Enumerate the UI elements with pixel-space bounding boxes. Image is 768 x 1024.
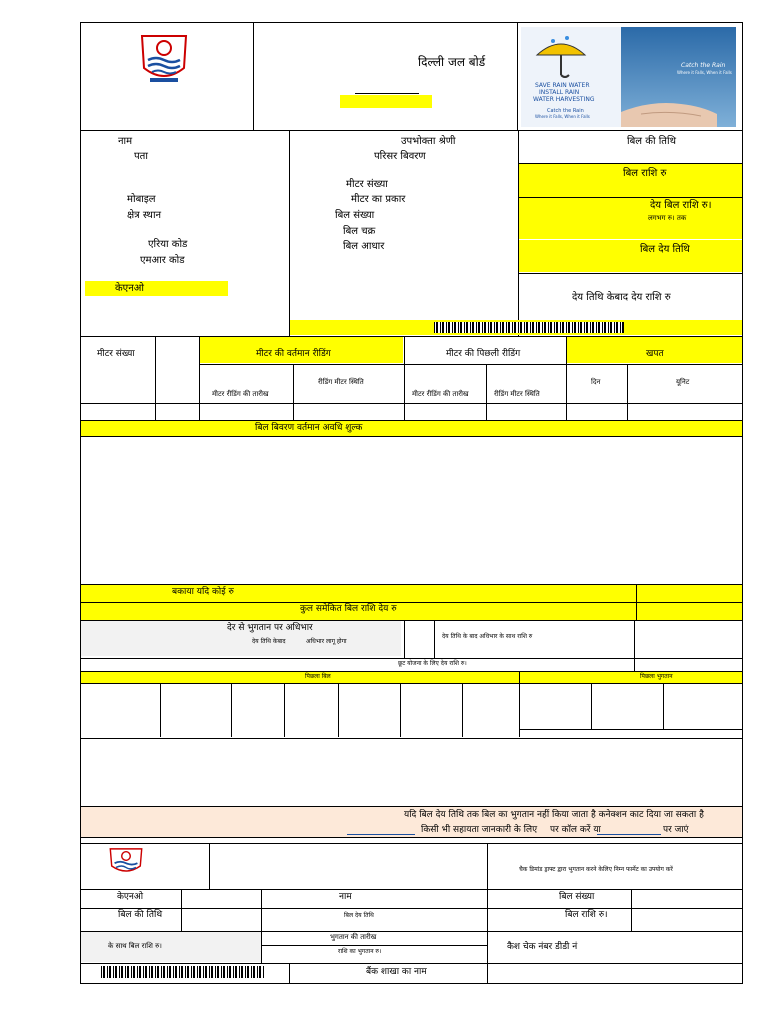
hands-icon [621,82,736,127]
barcode [434,322,624,333]
djb-logo-icon [136,30,192,86]
slip-barcode [101,966,265,978]
org-name: दिल्ली जल बोर्ड [418,55,486,69]
highlight-field [340,95,432,108]
rain-harvest-banner: SAVE RAIN WATER INSTALL RAIN WATER HARVESTING Catch the Rain Where it Falls, When it Falls Catch the Rain Where it Falls, When it Falls [521,27,736,127]
djb-logo-small-icon [106,846,146,876]
umbrella-icon [533,33,589,79]
